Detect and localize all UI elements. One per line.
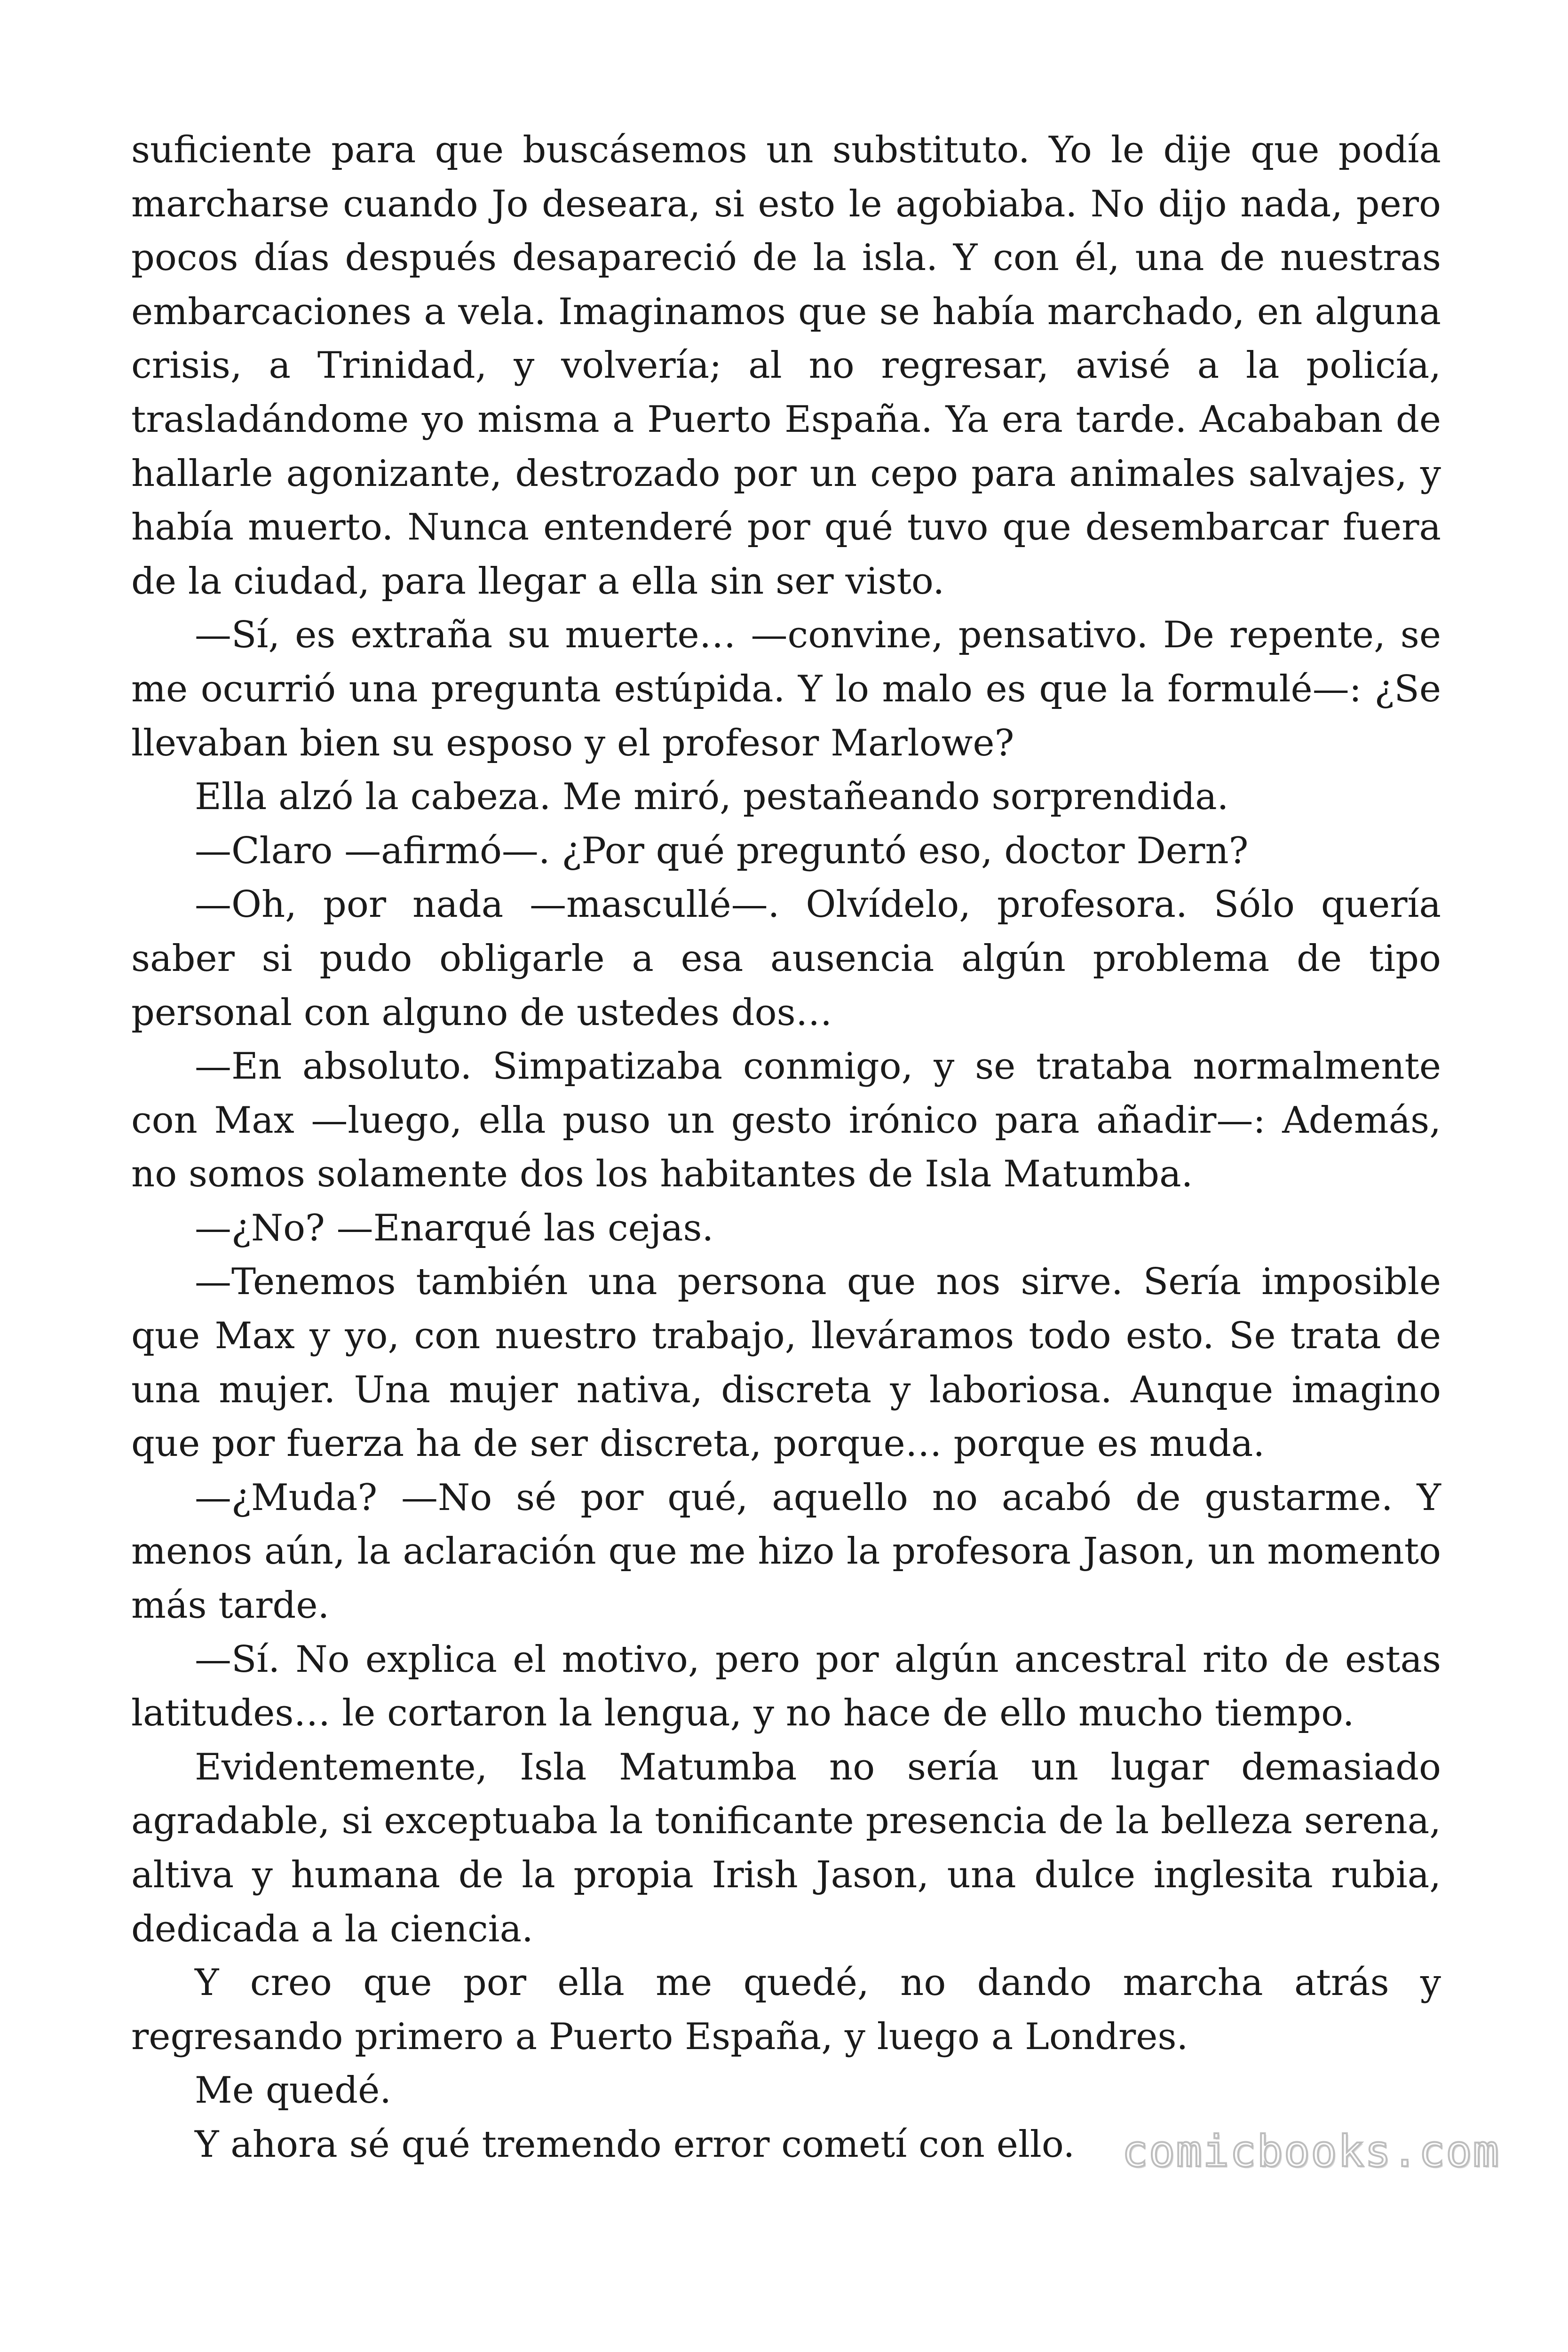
paragraph: Y ahora sé qué tremendo error cometí con ello.: [195, 2123, 1075, 2166]
paragraph: —Oh, por nada —mascullé—. Olvídelo, profesora. Sólo quería saber si pudo obligarle a esa ausencia algún problema de tipo personal con alguno de ustedes dos…: [131, 883, 1441, 1034]
watermark: comicbooks.com: [1122, 2126, 1500, 2177]
paragraph: Evidentemente, Isla Matumba no sería un lugar demasiado agradable, si exceptuaba la tonificante presencia de la belleza serena, altiva y humana de la propia Irish Jason, una dulce inglesita rubia, dedicada a la ciencia.: [131, 1746, 1441, 1950]
paragraph: —¿Muda? —No sé por qué, aquello no acabó de gustarme. Y menos aún, la aclaración que me hizo la profesora Jason, un momento más tarde.: [131, 1476, 1441, 1627]
paragraph: suficiente para que buscásemos un substituto. Yo le dije que podía marcharse cuando Jo deseara, si esto le agobiaba. No dijo nada, pero pocos días después desapareció de la isla. Y con él, una de nuestras embarcaciones a vela. Imaginamos que se había marchado, en alguna crisis, a Trinidad, y volvería; al no regresar, avisé a la policía, trasladándome yo misma a Puerto España. Ya era tarde. Acababan de hallarle agonizante, destrozado por un cepo para animales salvajes, y había muerto. Nunca entenderé por qué tuvo que desembarcar fuera de la ciudad, para llegar a ella sin ser visto.: [131, 129, 1441, 603]
paragraph: —¿No? —Enarqué las cejas.: [195, 1207, 714, 1249]
paragraph: Ella alzó la cabeza. Me miró, pestañeando sorprendida.: [195, 776, 1229, 818]
paragraph: —Sí. No explica el motivo, pero por algún ancestral rito de estas latitudes… le cortaron la lengua, y no hace de ello mucho tiempo.: [131, 1638, 1441, 1735]
paragraph: Y creo que por ella me quedé, no dando marcha atrás y regresando primero a Puerto España, y luego a Londres.: [131, 1962, 1441, 2058]
paragraph: —Tenemos también una persona que nos sirve. Sería imposible que Max y yo, con nuestro trabajo, lleváramos todo esto. Se trata de una mujer. Una mujer nativa, discreta y laboriosa. Aunque imagino que por fuerza ha de ser discreta, porque… porque es muda.: [131, 1261, 1441, 1465]
paragraph: Me quedé.: [195, 2069, 392, 2112]
paragraph: —En absoluto. Simpatizaba conmigo, y se trataba normalmente con Max —luego, ella puso un gesto irónico para añadir—: Además, no somos solamente dos los habitantes de Isla Matumba.: [131, 1045, 1441, 1196]
paragraph: —Claro —afirmó—. ¿Por qué preguntó eso, doctor Dern?: [195, 829, 1249, 872]
paragraph: —Sí, es extraña su muerte… —convine, pensativo. De repente, se me ocurrió una pregunta estúpida. Y lo malo es que la formulé—: ¿Se llevaban bien su esposo y el profesor Marlowe?: [131, 614, 1441, 764]
page-text: [131, 123, 1441, 2172]
